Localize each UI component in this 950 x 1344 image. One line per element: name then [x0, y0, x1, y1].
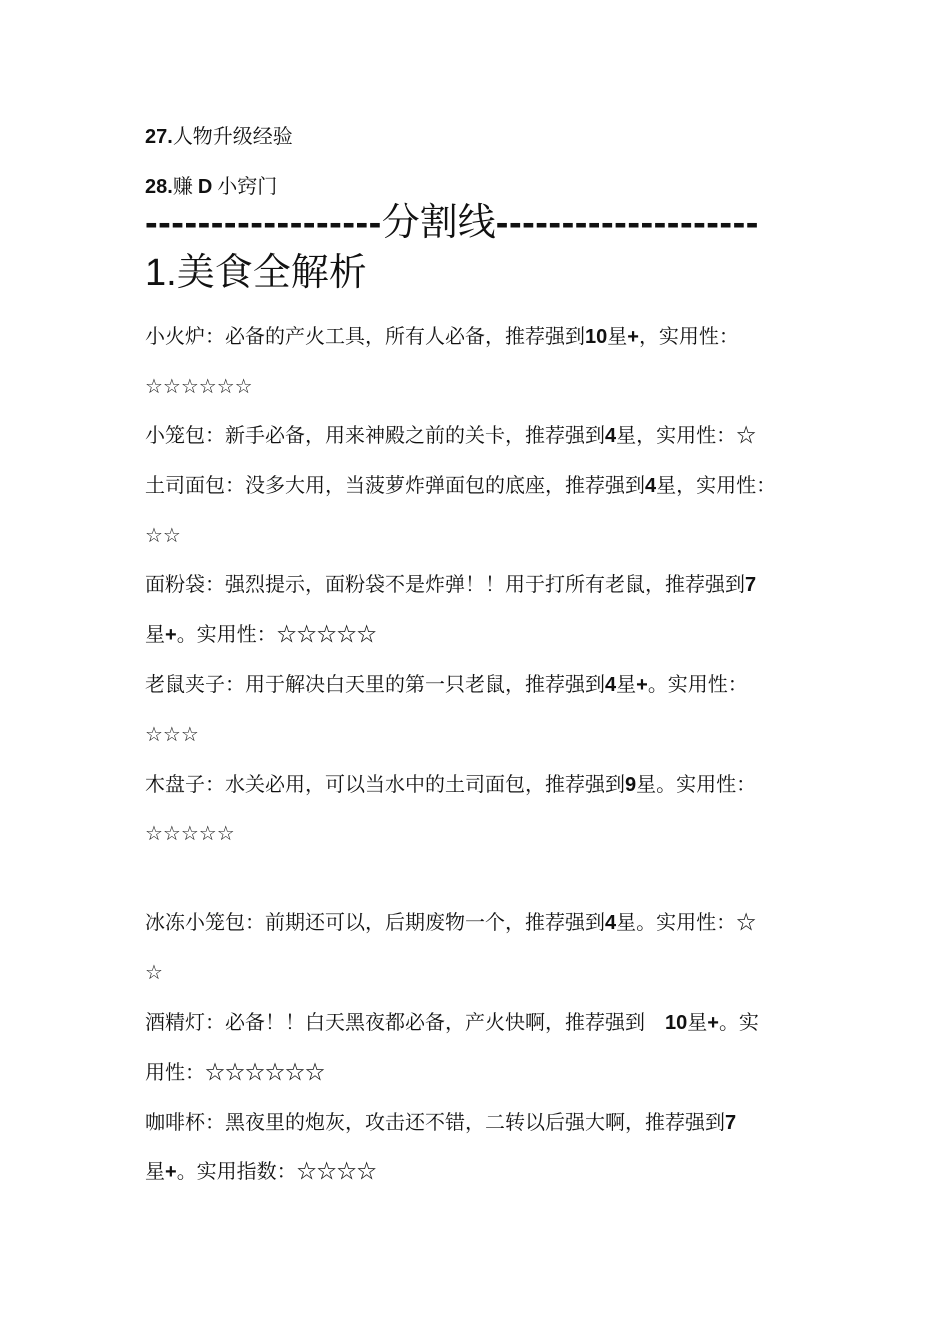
text-line [145, 521, 181, 549]
text: 。实用性： [647, 672, 748, 696]
text-line [145, 372, 253, 400]
bold-num: 4 [605, 912, 617, 934]
text: 星 [145, 622, 165, 646]
text: 星。实用性：☆ [616, 910, 757, 934]
section-heading [145, 246, 367, 299]
text: 老鼠夹子：用于解决白天里的第一只老鼠，推荐强到 [145, 672, 605, 696]
toc-text-pre: 赚 [172, 174, 193, 198]
toc-item-28 [145, 172, 277, 201]
text-line [145, 819, 235, 847]
text: 。实用性：☆☆☆☆☆ [176, 622, 377, 646]
divider-dashes-right: -------------------- [495, 202, 759, 244]
text-line [145, 322, 739, 351]
text-line [145, 570, 756, 599]
text: 星 [616, 672, 637, 696]
toc-text: 人物升级经验 [172, 124, 293, 148]
text: 面粉袋：强烈提示，面粉袋不是炸弹！！用于打所有老鼠，推荐强到 [145, 572, 745, 596]
bold-num: 4 [645, 475, 657, 497]
text: 星，实用性：☆ [616, 423, 757, 447]
text: 星 [607, 324, 628, 348]
bold-num: 4 [605, 674, 617, 696]
text: 小火炉：必备的产火工具，所有人必备，推荐强到 [145, 324, 585, 348]
bold-num: 10 [585, 326, 608, 348]
rating-stars: ☆☆☆☆☆ [145, 821, 235, 845]
section-title: 美食全解析 [176, 250, 367, 294]
divider-line [145, 198, 759, 247]
text-line [145, 958, 163, 986]
bold-plus: + [165, 624, 177, 646]
text-line [145, 1108, 736, 1137]
text: 星，实用性： [656, 473, 777, 497]
text: 咖啡杯：黑夜里的炮灰，攻击还不错，二转以后强大啊，推荐强到 [145, 1110, 725, 1134]
bold-num: 9 [625, 774, 637, 796]
bold-plus: + [707, 1012, 719, 1034]
bold-num: 7 [745, 574, 757, 596]
toc-item-27 [145, 122, 293, 151]
text: 土司面包：没多大用，当菠萝炸弹面包的底座，推荐强到 [145, 473, 645, 497]
text: 冰冻小笼包：前期还可以，后期废物一个，推荐强到 [145, 910, 605, 934]
text: 星 [687, 1010, 708, 1034]
section-number: 1. [145, 252, 177, 294]
text-line [145, 421, 756, 450]
rating-stars: ☆☆☆☆☆☆ [145, 374, 253, 398]
text: 。实用指数：☆☆☆☆ [176, 1159, 377, 1183]
text: 星。实用性： [636, 772, 757, 796]
text: 。实 [718, 1010, 759, 1034]
rating-stars: ☆ [145, 960, 163, 984]
bold-plus: + [636, 674, 648, 696]
text-line [145, 720, 199, 748]
rating-stars: ☆☆☆ [145, 722, 199, 746]
toc-number: 27. [145, 126, 173, 148]
bold-num: 4 [605, 425, 617, 447]
toc-text-bold: D [197, 176, 213, 198]
text: 星 [145, 1159, 165, 1183]
divider-label: 分割线 [381, 200, 496, 244]
text-line [145, 1058, 325, 1086]
rating-stars: ☆☆ [145, 523, 181, 547]
text: 小笼包：新手必备，用来神殿之前的关卡，推荐强到 [145, 423, 605, 447]
rating-stars: 用性：☆☆☆☆☆☆ [145, 1060, 325, 1084]
bold-plus: + [165, 1161, 177, 1183]
text-line [145, 471, 776, 500]
text: ，实用性： [638, 324, 739, 348]
toc-text-post: 小窍门 [217, 174, 278, 198]
text-line [145, 1157, 377, 1186]
text: 木盘子：水关必用，可以当水中的土司面包，推荐强到 [145, 772, 625, 796]
toc-number: 28. [145, 176, 173, 198]
text-line [145, 1008, 759, 1037]
text-line [145, 620, 377, 649]
bold-num: 10 [665, 1012, 688, 1034]
text-line [145, 670, 748, 699]
bold-plus: + [627, 326, 639, 348]
text: 酒精灯：必备！！白天黑夜都必备，产火快啊，推荐强到 [145, 1010, 665, 1034]
divider-dashes-left: ------------------ [145, 202, 382, 244]
bold-num: 7 [725, 1112, 737, 1134]
text-line [145, 908, 756, 937]
text-line [145, 770, 756, 799]
